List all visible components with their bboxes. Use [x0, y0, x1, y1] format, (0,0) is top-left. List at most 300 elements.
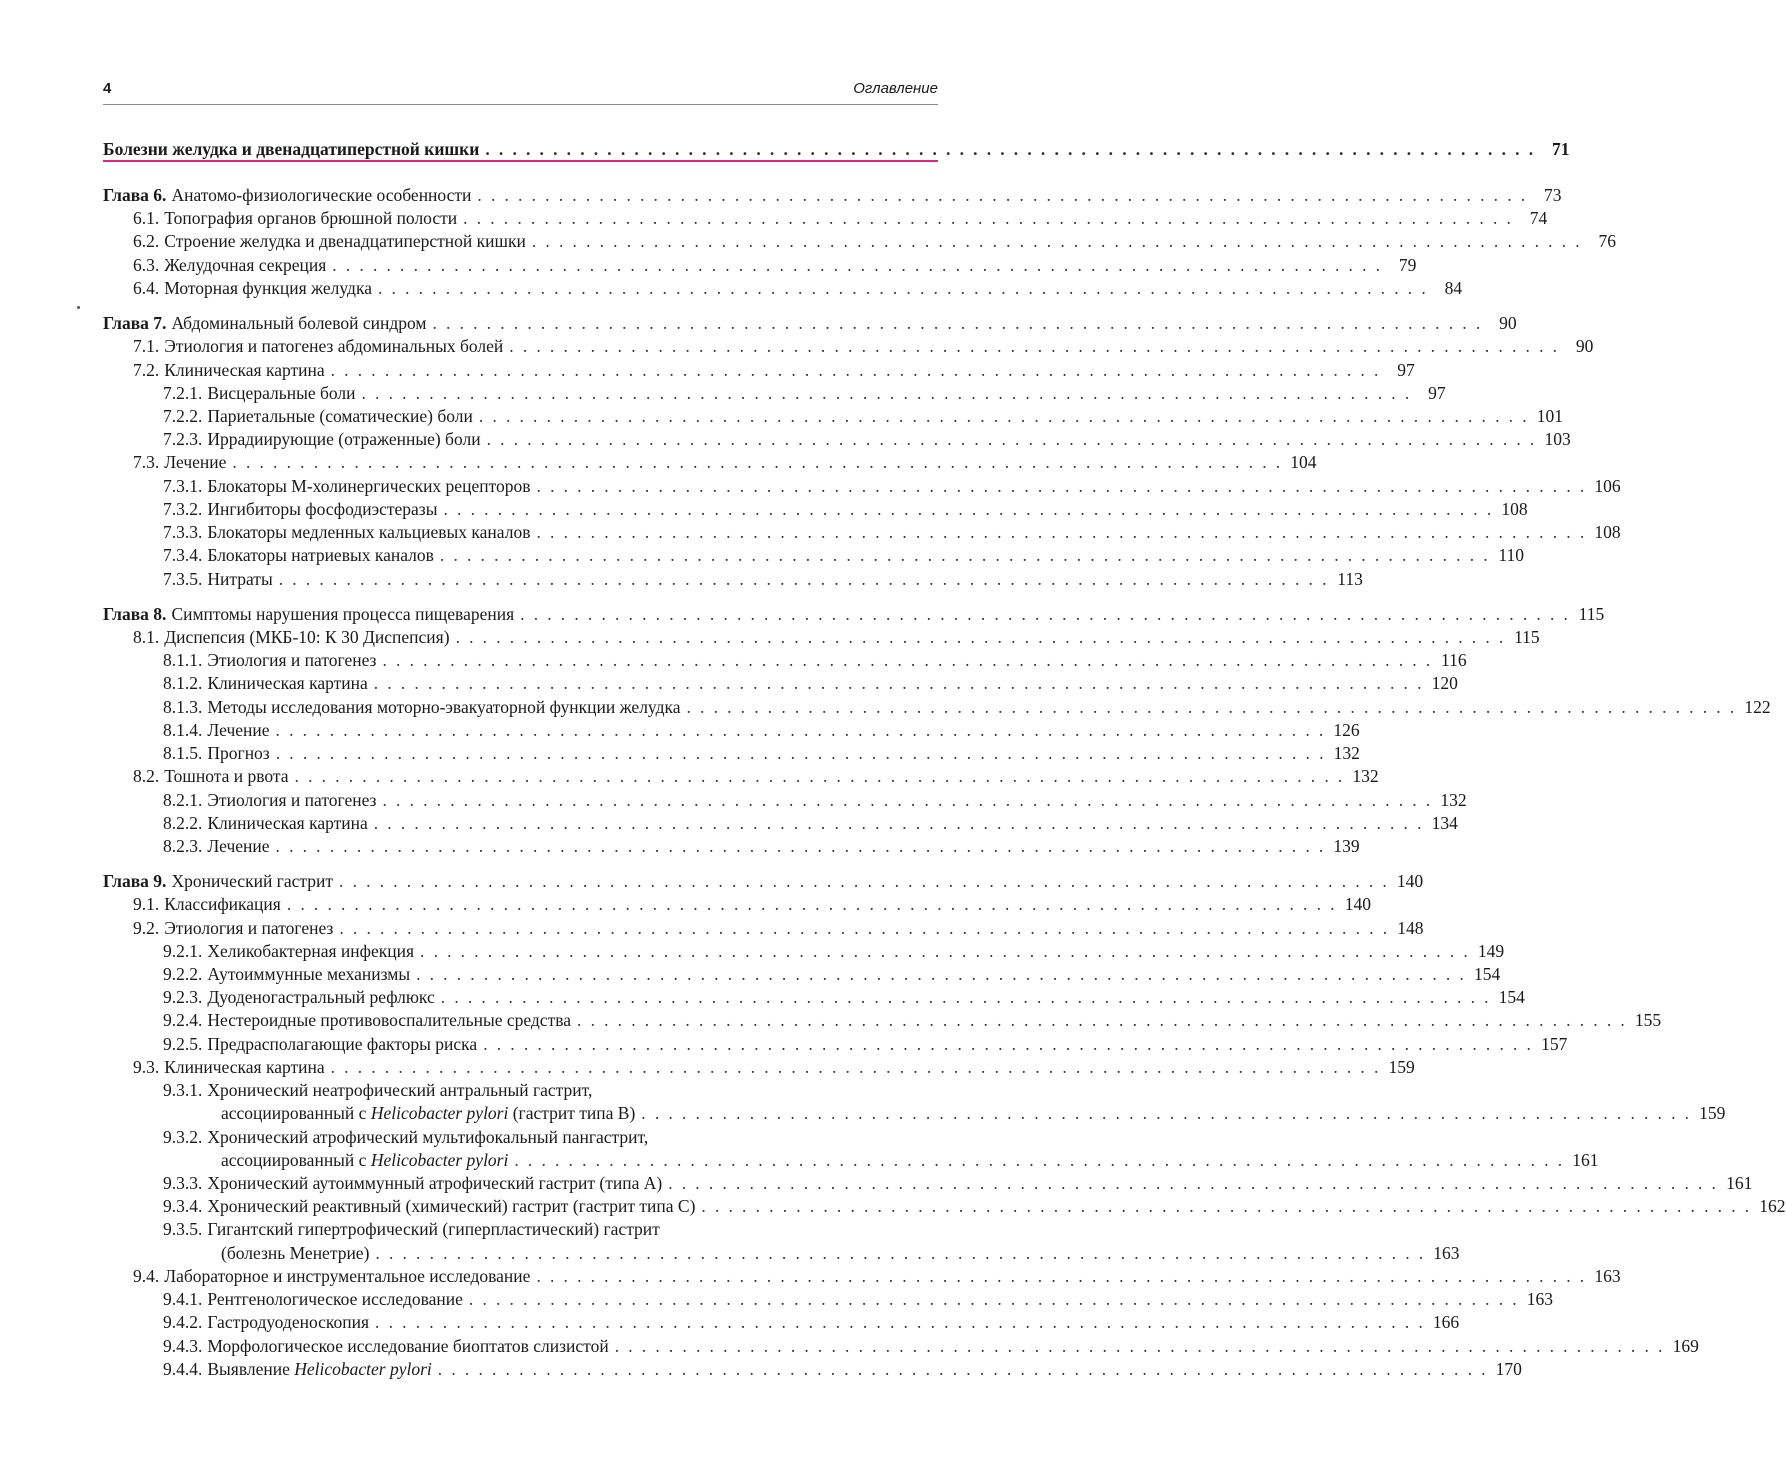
toc-entry-number: 7.3.5. — [163, 569, 203, 589]
toc-entry-italic: Helicobacter pylori — [370, 1150, 509, 1170]
toc-entry-label — [133, 451, 232, 474]
dot-leader: . . . . . . . . . . . . . . . . . . . . . . . . . . . . . . . . . . . . . . . . . . . . . . . . . . . . . . . . . . . . . . . . . . . . . . . . . . . . . . — [339, 871, 1390, 891]
toc-entry-label — [133, 1265, 536, 1288]
toc-entry-label — [133, 254, 332, 277]
toc-entry-label — [163, 672, 374, 695]
toc-entry-text: Хронический гастрит — [171, 871, 334, 891]
toc-entry-number: 7.2.2. — [163, 406, 203, 426]
toc-entry-page: 161 — [1726, 1173, 1753, 1193]
toc-entry-text: Классификация — [164, 894, 281, 914]
toc-chapter — [103, 603, 1605, 626]
toc-entry-number: 7.3.4. — [163, 545, 203, 565]
toc-entry-label — [133, 277, 378, 300]
toc-entry-label — [103, 870, 339, 893]
toc-entry — [133, 1056, 1415, 1079]
toc-entry-italic: Helicobacter pylori — [294, 1359, 432, 1379]
toc-entry — [133, 917, 1424, 940]
toc-entry-label — [163, 1172, 668, 1195]
toc-entry-label — [133, 893, 287, 916]
toc-entry — [163, 986, 1525, 1009]
dot-leader: . . . . . . . . . . . . . . . . . . . . . . . . . . . . . . . . . . . . . . . . . . . . . . . . . . . . . . . . . . . . . . . . . . . . . . . . . . . . . . — [536, 476, 1587, 496]
dot-leader: . . . . . . . . . . . . . . . . . . . . . . . . . . . . . . . . . . . . . . . . . . . . . . . . . . . . . . . . . . . . . . . . . . . . . . . . . . . . . . — [361, 383, 1412, 403]
part-page: 71 — [1551, 139, 1570, 159]
toc-entry-text: Хронический аутоиммунный атрофический гастрит (типа А) — [207, 1173, 663, 1193]
toc-entry-text: Висцеральные боли — [207, 383, 356, 403]
dot-leader: . . . . . . . . . . . . . . . . . . . . . . . . . . . . . . . . . . . . . . . . . . . . . . . . . . . . . . . . . . . . . . . . . . . . . . . . . . . . . . — [536, 1266, 1587, 1286]
toc-entry-number: 7.3. — [133, 452, 160, 472]
dot-leader: . . . . . . . . . . . . . . . . . . . . . . . . . . . . . . . . . . . . . . . . . . . . . . . . . . . . . . . . . . . . . . . . . . . . . . . . . . . . . . — [330, 1057, 1381, 1077]
toc-entry-text: Моторная функция желудка — [164, 278, 372, 298]
toc-entry-page: 159 — [1699, 1103, 1726, 1123]
toc-entry — [163, 568, 1363, 591]
toc-entry-number: 7.2. — [133, 360, 160, 380]
toc-entry-text: Блокаторы М-холинергических рецепторов — [207, 476, 531, 496]
toc-entry-label — [163, 742, 276, 765]
toc-entry-text: ассоциированный с — [221, 1103, 371, 1123]
toc-entry — [163, 835, 1360, 858]
toc-entry — [133, 765, 1379, 788]
toc-entry-number: 7.3.2. — [163, 499, 203, 519]
toc-entry-text: Клиническая картина — [164, 360, 325, 380]
toc-entry — [163, 498, 1528, 521]
toc-entry — [163, 672, 1458, 695]
toc-entry-number: 9.4.1. — [163, 1289, 203, 1309]
toc-entry-page: 154 — [1498, 987, 1525, 1007]
toc-entry-label — [163, 428, 487, 451]
toc-entry-page: 140 — [1396, 871, 1424, 891]
toc-chapter — [103, 312, 1517, 335]
toc-entry-text: Париетальные (соматические) боли — [207, 406, 473, 426]
toc-entry-text: Нестероидные противовоспалительные средства — [207, 1010, 572, 1030]
toc-entry — [163, 1195, 1786, 1218]
toc-entry-label — [133, 207, 463, 230]
toc-entry-text: Иррадиирующие (отраженные) боли — [207, 429, 481, 449]
toc-entry-page: 74 — [1529, 208, 1548, 228]
toc-entry — [163, 1311, 1460, 1334]
toc-entry-page: 155 — [1634, 1010, 1662, 1030]
toc-entry-number: Глава 9. — [103, 871, 167, 891]
toc-entry — [163, 789, 1467, 812]
toc-entry-number: 7.3.3. — [163, 522, 203, 542]
toc-entry-label — [133, 335, 509, 358]
toc-entry — [163, 475, 1621, 498]
toc-entry-label — [163, 1288, 469, 1311]
toc-entry-page: 132 — [1440, 790, 1467, 810]
toc-entry-number: 9.2. — [133, 918, 160, 938]
toc-entry-text: Аутоиммунные механизмы — [207, 964, 411, 984]
toc-entry-text: Этиология и патогенез — [207, 790, 377, 810]
toc-entry-page: 140 — [1344, 894, 1371, 914]
toc-entry-label — [163, 1311, 375, 1334]
toc-entry-text: Лабораторное и инструментальное исследование — [164, 1266, 531, 1286]
toc-entry-page: 110 — [1498, 545, 1525, 565]
toc-entry-label — [163, 649, 382, 672]
toc-entry — [163, 1288, 1554, 1311]
toc-entry-number: 9.3.3. — [163, 1173, 203, 1193]
toc-entry-label — [163, 1218, 666, 1241]
toc-entry-text: Методы исследования моторно-эвакуаторной функции желудка — [207, 697, 681, 717]
dot-leader: . . . . . . . . . . . . . . . . . . . . . . . . . . . . . . . . . . . . . . . . . . . . . . . . . . . . . . . . . . . . . . . . . . . . . . . . . . . . . . — [286, 894, 1337, 914]
toc-entry-label — [221, 1102, 641, 1125]
toc-entry-text: Диспепсия (МКБ-10: К 30 Диспепсия) — [164, 627, 450, 647]
toc-entry-label — [163, 1009, 577, 1032]
dot-leader: . . . . . . . . . . . . . . . . . . . . . . . . . . . . . . . . . . . . . . . . . . . . . . . . . . . . . . . . . . . . . . . . . . . . . . . . . . . . . . — [432, 313, 1483, 333]
toc-entry — [163, 696, 1771, 719]
dot-leader: . . . . . . . . . . . . . . . . . . . . . . . . . . . . . . . . . . . . . . . . . . . . . . . . . . . . . . . . . . . . . . . . . . . . . . . . . . . . . . — [373, 813, 1424, 833]
toc-entry-page: 116 — [1441, 650, 1467, 670]
toc-entry-page: 157 — [1541, 1034, 1568, 1054]
toc-entry — [163, 1033, 1568, 1056]
toc-entry-page: 163 — [1433, 1243, 1460, 1263]
toc-entry-label — [163, 405, 479, 428]
toc-entry — [163, 963, 1501, 986]
toc-entry-label — [221, 1242, 375, 1265]
toc-entry — [163, 1335, 1699, 1358]
toc-entry-number: 8.1.5. — [163, 743, 203, 763]
toc-entry-text: Дуоденогастральный рефлюкс — [207, 987, 435, 1007]
toc-entry-page: 161 — [1572, 1150, 1599, 1170]
toc-entry-text: Хронический атрофический мультифокальный пангастрит, — [207, 1127, 649, 1147]
toc-entry-page: 76 — [1598, 231, 1616, 251]
toc-entry-number: 9.3.2. — [163, 1127, 203, 1147]
toc-entry-page: 162 — [1759, 1196, 1786, 1216]
toc-entry — [163, 382, 1446, 405]
toc-entry-label — [163, 963, 416, 986]
toc-entry-label — [163, 789, 382, 812]
toc-entry-page: 132 — [1352, 766, 1379, 786]
toc-entry-number: 9.3. — [133, 1057, 160, 1077]
toc-entry-text: Нитраты — [207, 569, 273, 589]
dot-leader: . . . . . . . . . . . . . . . . . . . . . . . . . . . . . . . . . . . . . . . . . . . . . . . . . . . . . . . . . . . . . . . . . . . . . . . . . . . . . . — [478, 406, 1529, 426]
toc-entry-label — [163, 498, 443, 521]
toc-entry — [163, 1126, 938, 1149]
toc-entry-number: 7.3.1. — [163, 476, 203, 496]
toc-entry-label — [163, 1033, 483, 1056]
dot-leader: . . . . . . . . . . . . . . . . . . . . . . . . . . . . . . . . . . . . . . . . . . . . . . . . . . . . . . . . . . . . . . . . . . . . . . . . . . . . . . — [477, 185, 1528, 205]
toc-entry — [163, 544, 1525, 567]
toc-entry-text: Симптомы нарушения процесса пищеварения — [171, 604, 515, 624]
dot-leader: . . . . . . . . . . . . . . . . . . . . . . . . . . . . . . . . . . . . . . . . . . . . . . . . . . . . . . . . . . . . . . . . . . . . . . . . . . . . . . — [443, 499, 1494, 519]
toc-entry — [133, 230, 1616, 253]
toc-entry-number: 8.2.1. — [163, 790, 203, 810]
toc-entry-text: Лечение — [207, 836, 270, 856]
dot-leader: . . . . . . . . . . . . . . . . . . . . . . . . . . . . . . . . . . . . . . . . . . . . . . . . . . . . . . . . . . . . . . . . . . . . . . . . . . . . . . — [509, 336, 1560, 356]
toc-entry — [133, 254, 1417, 277]
toc-entry-text: Этиология и патогенез — [207, 650, 377, 670]
toc-entry-label — [163, 475, 537, 498]
dot-leader: . . . . . . . . . . . . . . . . . . . . . . . . . . . . . . . . . . . . . . . . . . . . . . . . . . . . . . . . . . . . . . . . . . . . . . . . . . . . . . — [437, 1359, 1488, 1379]
toc-entry-number: 9.2.2. — [163, 964, 203, 984]
dot-leader: . . . . . . . . . . . . . . . . . . . . . . . . . . . . . . . . . . . . . . . . . . . . . . . . . . . . . . . . . . . . . . . . . . . . . . . . . . . . . . — [468, 1289, 1520, 1309]
toc-entry-label — [163, 835, 276, 858]
toc-entry-label — [103, 184, 477, 207]
dot-leader: . . . . . . . . . . . . . . . . . . . . . . . . . . . . . . . . . . . . . . . . . . . . . . . . . . . . . . . . . . . . . . . . . . . . . . . . . . . . . . — [373, 673, 1424, 693]
toc-entry — [163, 521, 1621, 544]
toc-entry-page: 90 — [1575, 336, 1594, 356]
toc-entry — [163, 1009, 1662, 1032]
toc-entry-text: Желудочная секреция — [164, 255, 327, 275]
toc-entry — [163, 405, 1563, 428]
dot-leader: . . . . . . . . . . . . . . . . . . . . . . . . . . . . . . . . . . . . . . . . . . . . . . . . . . . . . . . . . . . . . . . . . . . . . . . . . . . . . . — [232, 452, 1283, 472]
toc-entry-label — [133, 1056, 331, 1079]
toc-entry — [133, 207, 1548, 230]
toc-entry — [163, 719, 1360, 742]
toc-entry — [133, 335, 1594, 358]
part-heading — [103, 138, 1570, 162]
toc-entry-number: 9.4.4. — [163, 1359, 203, 1379]
toc-entry-number: 8.2. — [133, 766, 160, 786]
toc-entry-number: 7.2.1. — [163, 383, 203, 403]
toc-entry-page: 84 — [1444, 278, 1463, 298]
toc-entry-page: 132 — [1333, 743, 1360, 763]
toc-entry-label — [163, 1358, 438, 1381]
toc-entry-label — [133, 626, 456, 649]
dot-leader: . . . . . . . . . . . . . . . . . . . . . . . . . . . . . . . . . . . . . . . . . . . . . . . . . . . . . . . . . . . . . . . . . . . . . . . . . . . . . . — [483, 1034, 1534, 1054]
dot-leader: . . . . . . . . . . . . . . . . . . . . . . . . . . . . . . . . . . . . . . . . . . . . . . . . . . . . . . . . . . . . . . . . . . . . . . . . . . . . . . — [382, 650, 1433, 670]
toc-entry-page: 108 — [1501, 499, 1528, 519]
toc-entry-label — [103, 312, 432, 335]
toc-entry — [163, 1172, 1753, 1195]
toc-entry-page: 120 — [1431, 673, 1458, 693]
toc-entry-text: Блокаторы медленных кальциевых каналов — [207, 522, 531, 542]
toc-entry — [133, 359, 1415, 382]
toc-entry-label — [163, 544, 440, 567]
toc-entry-number: 9.3.1. — [163, 1080, 203, 1100]
toc-entry-label — [221, 1149, 514, 1172]
toc-entry-number: 7.2.3. — [163, 429, 203, 449]
dot-leader: . . . . . . . . . . . . . . . . . . . . . . . . . . . . . . . . . . . . . . . . . . . . . . . . . . . . . . . . . . . . . . . . . . . . . . . . . . . . . . — [536, 522, 1587, 542]
toc-entry-number: 6.2. — [133, 231, 160, 251]
page-number: 4 — [103, 80, 112, 97]
toc-entry-page: 104 — [1290, 452, 1317, 472]
dot-leader: . . . . . . . . . . . . . . . . . . . . . . . . . . . . . . . . . . . . . . . . . . . . . . . . . . . . . . . . . . . . . . . . . . . . . . . . . . . . . . — [531, 231, 1582, 251]
toc-entry-page: 90 — [1499, 313, 1517, 333]
dot-leader: . . . . . . . . . . . . . . . . . . . . . . . . . . . . . . . . . . . . . . . . . . . . . . . . . . . . . . . . . . . . . . . . . . . . . . . . . . . . . . — [485, 139, 1536, 159]
toc-entry-label — [163, 1126, 654, 1149]
toc-entry-label — [163, 1335, 615, 1358]
toc-entry — [221, 1149, 1599, 1172]
toc-entry-text: Этиология и патогенез абдоминальных болей — [164, 336, 504, 356]
dot-leader: . . . . . . . . . . . . . . . . . . . . . . . . . . . . . . . . . . . . . . . . . . . . . . . . . . . . . . . . . . . . . . . . . . . . . . . . . . . . . . — [339, 918, 1390, 938]
toc-entry-italic: Helicobacter pylori — [370, 1103, 509, 1123]
toc-entry-page: 113 — [1337, 569, 1363, 589]
toc-entry — [133, 277, 1463, 300]
toc-entry — [163, 940, 1505, 963]
part-heading-line — [103, 138, 1570, 161]
toc-entry-number: 9.2.5. — [163, 1034, 203, 1054]
toc-entry-label — [133, 765, 295, 788]
toc-entry-page: 115 — [1578, 604, 1605, 624]
toc-chapter — [103, 184, 1562, 207]
toc-entry-text: Абдоминальный болевой синдром — [171, 313, 427, 333]
toc-chapter — [103, 870, 1424, 893]
toc-entry-page: 115 — [1514, 627, 1540, 647]
toc-entry-number: 6.3. — [133, 255, 160, 275]
toc-entry-text: Гастродуоденоскопия — [207, 1312, 370, 1332]
toc-entry-text: (болезнь Менетрие) — [221, 1243, 370, 1263]
dot-leader: . . . . . . . . . . . . . . . . . . . . . . . . . . . . . . . . . . . . . . . . . . . . . . . . . . . . . . . . . . . . . . . . . . . . . . . . . . . . . . — [668, 1173, 1719, 1193]
toc-entry-page: 154 — [1473, 964, 1501, 984]
dot-leader: . . . . . . . . . . . . . . . . . . . . . . . . . . . . . . . . . . . . . . . . . . . . . . . . . . . . . . . . . . . . . . . . . . . . . . . . . . . . . . — [420, 941, 1471, 961]
toc-entry-number: 8.2.3. — [163, 836, 203, 856]
dot-leader: . . . . . . . . . . . . . . . . . . . . . . . . . . . . . . . . . . . . . . . . . . . . . . . . . . . . . . . . . . . . . . . . . . . . . . . . . . . . . . — [701, 1196, 1752, 1216]
dot-leader: . . . . . . . . . . . . . . . . . . . . . . . . . . . . . . . . . . . . . . . . . . . . . . . . . . . . . . . . . . . . . . . . . . . . . . . . . . . . . . — [330, 360, 1381, 380]
dot-leader: . . . . . . . . . . . . . . . . . . . . . . . . . . . . . . . . . . . . . . . . . . . . . . . . . . . . . . . . . . . . . . . . . . . . . . . . . . . . . . — [641, 1103, 1692, 1123]
toc-entry-page: 149 — [1477, 941, 1505, 961]
toc-entry-label — [103, 603, 520, 626]
toc-entry-label — [163, 719, 276, 742]
toc-entry-number: 9.4. — [133, 1266, 160, 1286]
toc-entry-page: 73 — [1544, 185, 1562, 205]
running-head — [103, 80, 938, 105]
toc-entry-text: Хронический неатрофический антральный гастрит, — [207, 1080, 593, 1100]
toc-entry-number: Глава 8. — [103, 604, 167, 624]
toc-entry-label — [163, 940, 420, 963]
toc-entry-label — [163, 382, 361, 405]
toc-entry — [163, 812, 1458, 835]
dot-leader: . . . . . . . . . . . . . . . . . . . . . . . . . . . . . . . . . . . . . . . . . . . . . . . . . . . . . . . . . . . . . . . . . . . . . . . . . . . . . . — [375, 1312, 1426, 1332]
dot-leader: . . . . . . . . . . . . . . . . . . . . . . . . . . . . . . . . . . . . . . . . . . . . . . . . . . . . . . . . . . . . . . . . . . . . . . . . . . . . . . — [686, 697, 1737, 717]
toc-entry-page: 139 — [1333, 836, 1360, 856]
toc-entry-page: 170 — [1495, 1359, 1522, 1379]
dot-leader: . . . . . . . . . . . . . . . . . . . . . . . . . . . . . . . . . . . . . . . . . . . . . . . . . . . . . . . . . . . . . . . . . . . . . . . . . . . . . . — [278, 569, 1329, 589]
toc-entry-text: ассоциированный с — [221, 1150, 371, 1170]
toc-entry-text: Клиническая картина — [207, 813, 368, 833]
toc-entry-text: Топография органов брюшной полости — [164, 208, 458, 228]
toc-entry-number: 9.2.4. — [163, 1010, 203, 1030]
toc-entry-number: 8.1.2. — [163, 673, 203, 693]
toc-entry-number: 7.1. — [133, 336, 160, 356]
toc-entry — [133, 893, 1371, 916]
toc-entry-label — [163, 812, 374, 835]
toc-entry-label — [133, 917, 339, 940]
dot-leader: . . . . . . . . . . . . . . . . . . . . . . . . . . . . . . . . . . . . . . . . . . . . . . . . . . . . . . . . . . . . . . . . . . . . . . . . . . . . . . — [275, 836, 1326, 856]
toc-entry-text: Лечение — [207, 720, 270, 740]
toc-entry-page: 163 — [1594, 1266, 1621, 1286]
dot-leader: . . . . . . . . . . . . . . . . . . . . . . . . . . . . . . . . . . . . . . . . . . . . . . . . . . . . . . . . . . . . . . . . . . . . . . . . . . . . . . — [377, 278, 1429, 298]
toc-entry-text: Анатомо-физиологические особенности — [171, 185, 472, 205]
dot-leader: . . . . . . . . . . . . . . . . . . . . . . . . . . . . . . . . . . . . . . . . . . . . . . . . . . . . . . . . . . . . . . . . . . . . . . . . . . . . . . — [455, 627, 1506, 647]
toc-entry-text: Прогноз — [207, 743, 270, 763]
toc-entry — [163, 649, 1467, 672]
dot-leader: . . . . . . . . . . . . . . . . . . . . . . . . . . . . . . . . . . . . . . . . . . . . . . . . . . . . . . . . . . . . . . . . . . . . . . . . . . . . . . — [294, 766, 1345, 786]
toc-entry-number: Глава 6. — [103, 185, 167, 205]
toc-entry — [163, 742, 1360, 765]
toc-entry-label — [133, 230, 532, 253]
toc-entry — [133, 1265, 1621, 1288]
toc-entry — [163, 1358, 1522, 1381]
toc-entry-page: 166 — [1432, 1312, 1460, 1332]
toc-entry-text: Блокаторы натриевых каналов — [207, 545, 434, 565]
toc-entry-text: Рентгенологическое исследование — [207, 1289, 463, 1309]
toc-entry-page: 103 — [1544, 429, 1571, 449]
toc-entry-text: Строение желудка и двенадцатиперстной кишки — [164, 231, 526, 251]
toc-entry-label — [163, 1195, 701, 1218]
toc-entry-number: 9.2.1. — [163, 941, 203, 961]
toc-entry-number: 9.2.3. — [163, 987, 203, 1007]
dot-leader: . . . . . . . . . . . . . . . . . . . . . . . . . . . . . . . . . . . . . . . . . . . . . . . . . . . . . . . . . . . . . . . . . . . . . . . . . . . . . . — [439, 545, 1491, 565]
toc-entry-page: 97 — [1428, 383, 1446, 403]
toc-entry-text: Клиническая картина — [164, 1057, 325, 1077]
toc-entry-text: Этиология и патогенез — [164, 918, 334, 938]
toc-entry-number: 8.1.4. — [163, 720, 203, 740]
toc-entry — [221, 1242, 1460, 1265]
toc-entry-number: 9.3.4. — [163, 1196, 203, 1216]
dot-leader: . . . . . . . . . . . . . . . . . . . . . . . . . . . . . . . . . . . . . . . . . . . . . . . . . . . . . . . . . . . . . . . . . . . . . . . . . . . . . . — [577, 1010, 1628, 1030]
toc-entry-number: 6.4. — [133, 278, 160, 298]
toc-entry-text: Выявление — [207, 1359, 295, 1379]
toc-entry-text: Ингибиторы фосфодиэстеразы — [207, 499, 438, 519]
toc-entry-number: 6.1. — [133, 208, 160, 228]
dot-leader: . . . . . . . . . . . . . . . . . . . . . . . . . . . . . . . . . . . . . . . . . . . . . . . . . . . . . . . . . . . . . . . . . . . . . . . . . . . . . . — [382, 790, 1433, 810]
dot-leader: . . . . . . . . . . . . . . . . . . . . . . . . . . . . . . . . . . . . . . . . . . . . . . . . . . . . . . . . . . . . . . . . . . . . . . . . . . . . . . — [520, 604, 1571, 624]
dot-leader: . . . . . . . . . . . . . . . . . . . . . . . . . . . . . . . . . . . . . . . . . . . . . . . . . . . . . . . . . . . . . . . . . . . . . . . . . . . . . . — [614, 1336, 1665, 1356]
toc-entry-number: 8.1.3. — [163, 697, 203, 717]
toc-entry-text: Клиническая картина — [207, 673, 368, 693]
toc-entry — [133, 451, 1317, 474]
toc-entry-label — [163, 696, 686, 719]
dot-leader: . . . . . . . . . . . . . . . . . . . . . . . . . . . . . . . . . . . . . . . . . . . . . . . . . . . . . . . . . . . . . . . . . . . . . . . . . . . . . . — [514, 1150, 1565, 1170]
dot-leader: . . . . . . . . . . . . . . . . . . . . . . . . . . . . . . . . . . . . . . . . . . . . . . . . . . . . . . . . . . . . . . . . . . . . . . . . . . . . . . — [275, 720, 1326, 740]
toc-entry-number: 9.3.5. — [163, 1219, 203, 1239]
dot-leader: . . . . . . . . . . . . . . . . . . . . . . . . . . . . . . . . . . . . . . . . . . . . . . . . . . . . . . . . . . . . . . . . . . . . . . . . . . . . . . — [416, 964, 1467, 984]
toc-entry-number: 9.4.3. — [163, 1336, 203, 1356]
toc-entry-text: Тошнота и рвота — [164, 766, 289, 786]
dot-leader: . . . . . . . . . . . . . . . . . . . . . . . . . . . . . . . . . . . . . . . . . . . . . . . . . . . . . . . . . . . . . . . . . . . . . . . . . . . . . . — [375, 1243, 1426, 1263]
dot-leader: . . . . . . . . . . . . . . . . . . . . . . . . . . . . . . . . . . . . . . . . . . . . . . . . . . . . . . . . . . . . . . . . . . . . . . . . . . . . . . — [486, 429, 1537, 449]
toc-entry-text: Хеликобактерная инфекция — [207, 941, 415, 961]
dot-leader: . . . . . . . . . . . . . . . . . . . . . . . . . . . . . . . . . . . . . . . . . . . . . . . . . . . . . . . . . . . . . . . . . . . . . . . . . . . . . . — [275, 743, 1326, 763]
running-title: Оглавление — [853, 80, 938, 97]
toc-entry-number: Глава 7. — [103, 313, 167, 333]
toc-entry — [163, 1079, 938, 1102]
toc-entry-label — [163, 986, 441, 1009]
toc-entry — [221, 1102, 1726, 1125]
toc-entry-number: 8.1. — [133, 627, 160, 647]
toc-entry-label — [163, 1079, 598, 1102]
toc-entry-page: 106 — [1594, 476, 1621, 496]
toc-entry-label — [163, 568, 279, 591]
toc-entry-number: 8.1.1. — [163, 650, 203, 670]
dot-leader: . . . . . . . . . . . . . . . . . . . . . . . . . . . . . . . . . . . . . . . . . . . . . . . . . . . . . . . . . . . . . . . . . . . . . . . . . . . . . . — [332, 255, 1383, 275]
toc-entry-page: 122 — [1744, 697, 1771, 717]
toc-entry-page: 159 — [1388, 1057, 1415, 1077]
toc-entry-page: 101 — [1536, 406, 1563, 426]
toc-entry — [163, 428, 1571, 451]
toc-entry-text: Гигантский гипертрофический (гиперпластический) гастрит — [207, 1219, 660, 1239]
toc-entry — [133, 626, 1540, 649]
toc-entry-text-tail: (гастрит типа B) — [508, 1103, 636, 1123]
toc-entry-label — [163, 521, 536, 544]
toc-entry-page: 148 — [1397, 918, 1424, 938]
part-title: Болезни желудка и двенадцатиперстной кишки — [103, 139, 480, 159]
toc-entry-page: 108 — [1594, 522, 1621, 542]
toc-entry-page: 163 — [1526, 1289, 1554, 1309]
toc-entry-number: 9.1. — [133, 894, 160, 914]
toc-entry-page: 79 — [1398, 255, 1417, 275]
toc-entry-number: 9.4.2. — [163, 1312, 203, 1332]
toc-entry-number: 8.2.2. — [163, 813, 203, 833]
scan-speck — [77, 306, 80, 309]
toc-entry-label — [133, 359, 331, 382]
toc-entry-page: 126 — [1333, 720, 1360, 740]
toc-entry-page: 169 — [1672, 1336, 1699, 1356]
toc-entry — [163, 1218, 938, 1241]
dot-leader: . . . . . . . . . . . . . . . . . . . . . . . . . . . . . . . . . . . . . . . . . . . . . . . . . . . . . . . . . . . . . . . . . . . . . . . . . . . . . . — [440, 987, 1491, 1007]
toc-entry-page: 97 — [1397, 360, 1415, 380]
toc-entry-text: Предрасполагающие факторы риска — [207, 1034, 478, 1054]
toc-entry-page: 134 — [1431, 813, 1458, 833]
